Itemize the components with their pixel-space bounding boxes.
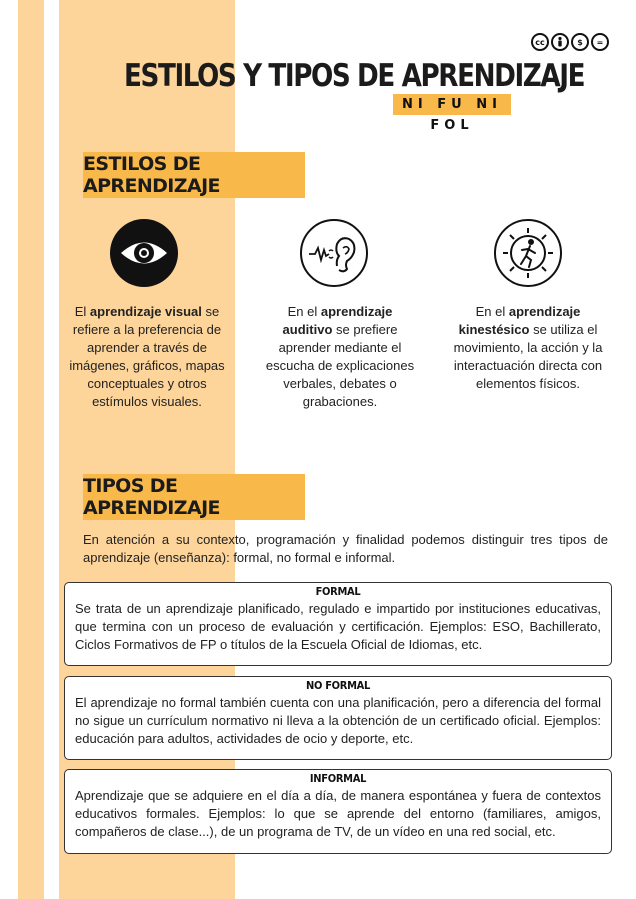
estilo-auditivo-text: En el aprendizaje auditivo se prefiere aprender mediante el escucha de explicaciones verbales, debates o grabaciones. xyxy=(265,304,415,409)
formal-title: FORMAL xyxy=(315,585,361,598)
decorative-stripe-wide xyxy=(59,0,235,899)
nc-dollar-icon: $ xyxy=(571,33,589,51)
nd-equals-icon: = xyxy=(591,33,609,51)
estilos-banner: ESTILOS DE APRENDIZAJE xyxy=(83,152,305,198)
no-formal-box xyxy=(64,676,612,760)
tipos-banner: TIPOS DE APRENDIZAJE xyxy=(83,474,305,520)
formal-text: Se trata de un aprendizaje planificado, regulado e impartido por instituciones educativas, que termina con un proceso de evaluación y certificación. Ejemplos: ESO, Bachillerato, Ciclos Formativos de FP o títulos de la Escuela Oficial de Idiomas, etc. xyxy=(75,601,601,652)
page-title: ESTILOS Y TIPOS DE APRENDIZAJE xyxy=(124,58,585,94)
license-badges xyxy=(531,33,609,51)
eye-icon xyxy=(109,218,179,288)
cc-icon: cc xyxy=(531,33,549,51)
informal-text: Aprendizaje que se adquiere en el día a día, de manera espontánea y fuera de contextos educativos formales. Ejemplos: lo que se aprende del entorno (familiares, amigos, compañeros de clase...), de un programa de TV, de un vídeo en una red social, etc. xyxy=(75,788,601,839)
informal-title: INFORMAL xyxy=(309,772,367,785)
informal-box xyxy=(64,769,612,854)
tipos-intro: En atención a su contexto, programación y finalidad podemos distinguir tres tipos de aprendizaje (enseñanza): formal, no formal e informal. xyxy=(83,532,608,565)
no-formal-text: El aprendizaje no formal también cuenta con una planificación, pero a diferencia del formal no sigue un currículum normativo ni lleva a la obtención de un certificado oficial. Ejemplos: educación para adultos, actividades de ocio y deporte, etc. xyxy=(75,695,601,746)
estilo-kinestesico-text: En el aprendizaje kinestésico se utiliza el movimiento, la acción y la interactuación directa con elementos físicos. xyxy=(453,304,603,391)
page-subtitle: NI FU NI FOL xyxy=(393,94,511,115)
by-person-icon xyxy=(551,33,569,51)
no-formal-title: NO FORMAL xyxy=(305,679,371,692)
ear-icon xyxy=(299,218,369,288)
formal-box xyxy=(64,582,612,666)
estilo-visual-text: El aprendizaje visual se refiere a la preferencia de aprender a través de imágenes, gráficos, mapas conceptuales y otros estímulos visuales. xyxy=(69,304,225,409)
decorative-stripe-thin xyxy=(18,0,44,899)
gear-person-icon xyxy=(493,218,563,288)
